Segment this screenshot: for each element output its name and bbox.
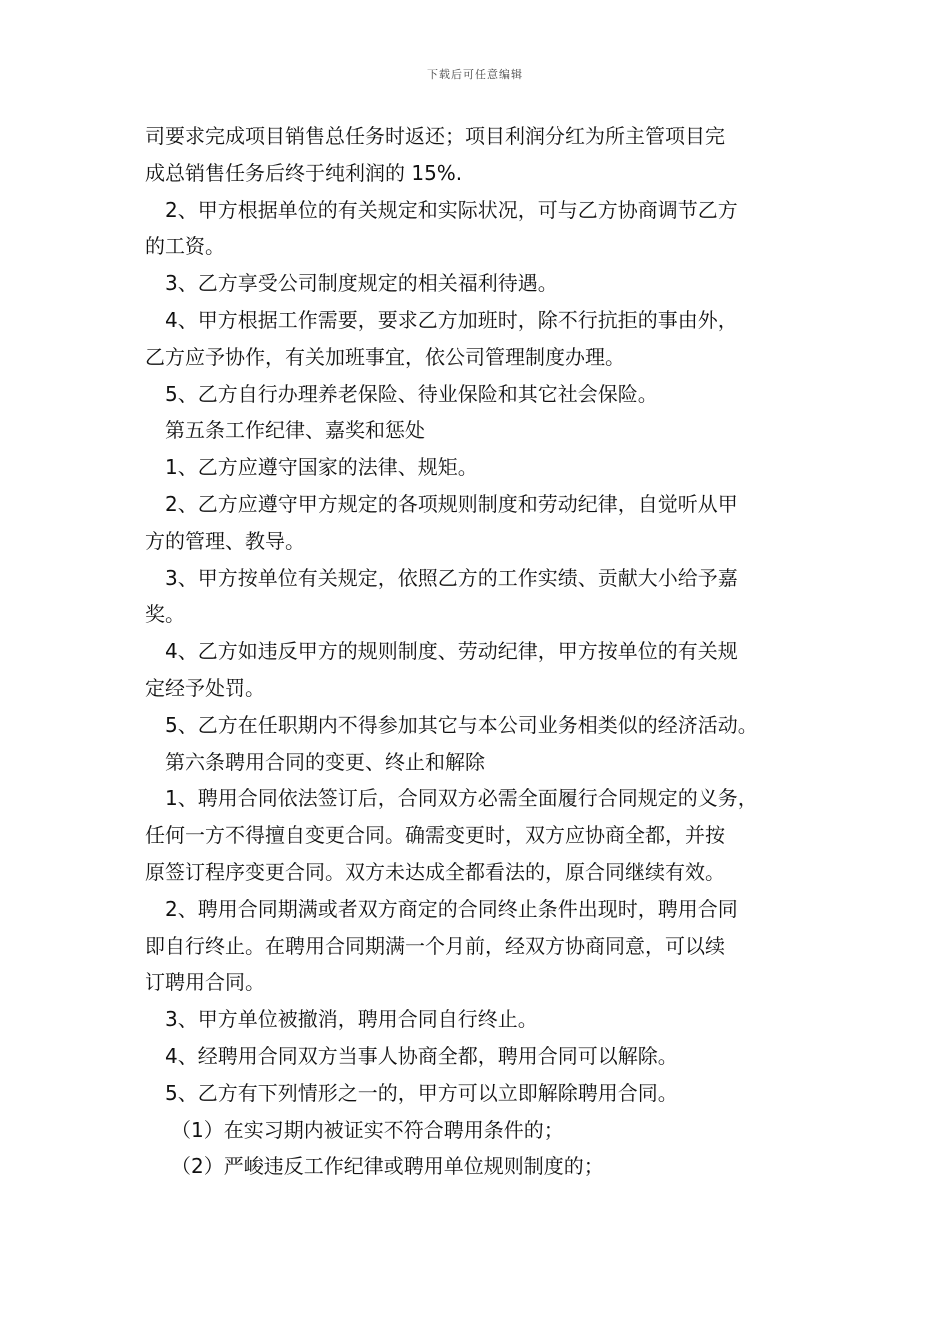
text-line: 4、经聘用合同双方当事人协商全都，聘用合同可以解除。 [165, 1043, 678, 1068]
text-line: 3、甲方单位被撤消，聘用合同自行终止。 [165, 1007, 538, 1032]
text-line: 5、乙方自行办理养老保险、待业保险和其它社会保险。 [165, 381, 658, 406]
text-line: 3、甲方按单位有关规定，依照乙方的工作实绩、贡献大小给予嘉 [165, 565, 738, 590]
text-line: 2、甲方根据单位的有关规定和实际状况，可与乙方协商调节乙方 [165, 197, 738, 222]
text-line: （2）严峻违反工作纪律或聘用单位规则制度的； [171, 1154, 604, 1179]
text-line: 司要求完成项目销售总任务时返还；项目利润分红为所主管项目完 [145, 124, 725, 148]
text-line: 第五条工作纪律、嘉奖和惩处 [165, 418, 425, 443]
text-line: 5、乙方在任职期内不得参加其它与本公司业务相类似的经济活动。 [165, 712, 758, 737]
text-line: 的工资。 [145, 234, 225, 259]
text-line: 1、聘用合同依法签订后，合同双方必需全面履行合同规定的义务， [165, 786, 758, 811]
text-line: 第六条聘用合同的变更、终止和解除 [165, 749, 485, 774]
text-line: 订聘用合同。 [145, 970, 265, 995]
text-line: 2、聘用合同期满或者双方商定的合同终止条件出现时，聘用合同 [165, 896, 738, 921]
text-line: 方的管理、教导。 [145, 528, 305, 553]
text-line: 5、乙方有下列情形之一的，甲方可以立即解除聘用合同。 [165, 1080, 678, 1105]
text-line: 4、乙方如违反甲方的规则制度、劳动纪律，甲方按单位的有关规 [165, 639, 738, 664]
text-line: 1、乙方应遵守国家的法律、规矩。 [165, 455, 478, 480]
page-header: 下载后可任意编辑 [427, 68, 523, 81]
text-line: 奖。 [145, 602, 185, 627]
text-line: 乙方应予协作，有关加班事宜，依公司管理制度办理。 [145, 344, 625, 369]
text-line: 2、乙方应遵守甲方规定的各项规则制度和劳动纪律，自觉听从甲 [165, 491, 738, 516]
text-line: 定经予处罚。 [145, 675, 265, 700]
text-line: 4、甲方根据工作需要，要求乙方加班时，除不行抗拒的事由外， [165, 307, 738, 332]
text-line: 原签订程序变更合同。双方未达成全都看法的，原合同继续有效。 [145, 859, 725, 884]
text-line: （1）在实习期内被证实不符合聘用条件的； [171, 1117, 564, 1142]
text-line: 3、乙方享受公司制度规定的相关福利待遇。 [165, 271, 558, 296]
text-line: 成总销售任务后终于纯利润的 15%. [145, 160, 463, 185]
text-line: 任何一方不得擅自变更合同。确需变更时，双方应协商全都，并按 [145, 823, 725, 848]
document-body [145, 118, 825, 1185]
text-line: 即自行终止。在聘用合同期满一个月前，经双方协商同意，可以续 [145, 933, 725, 958]
